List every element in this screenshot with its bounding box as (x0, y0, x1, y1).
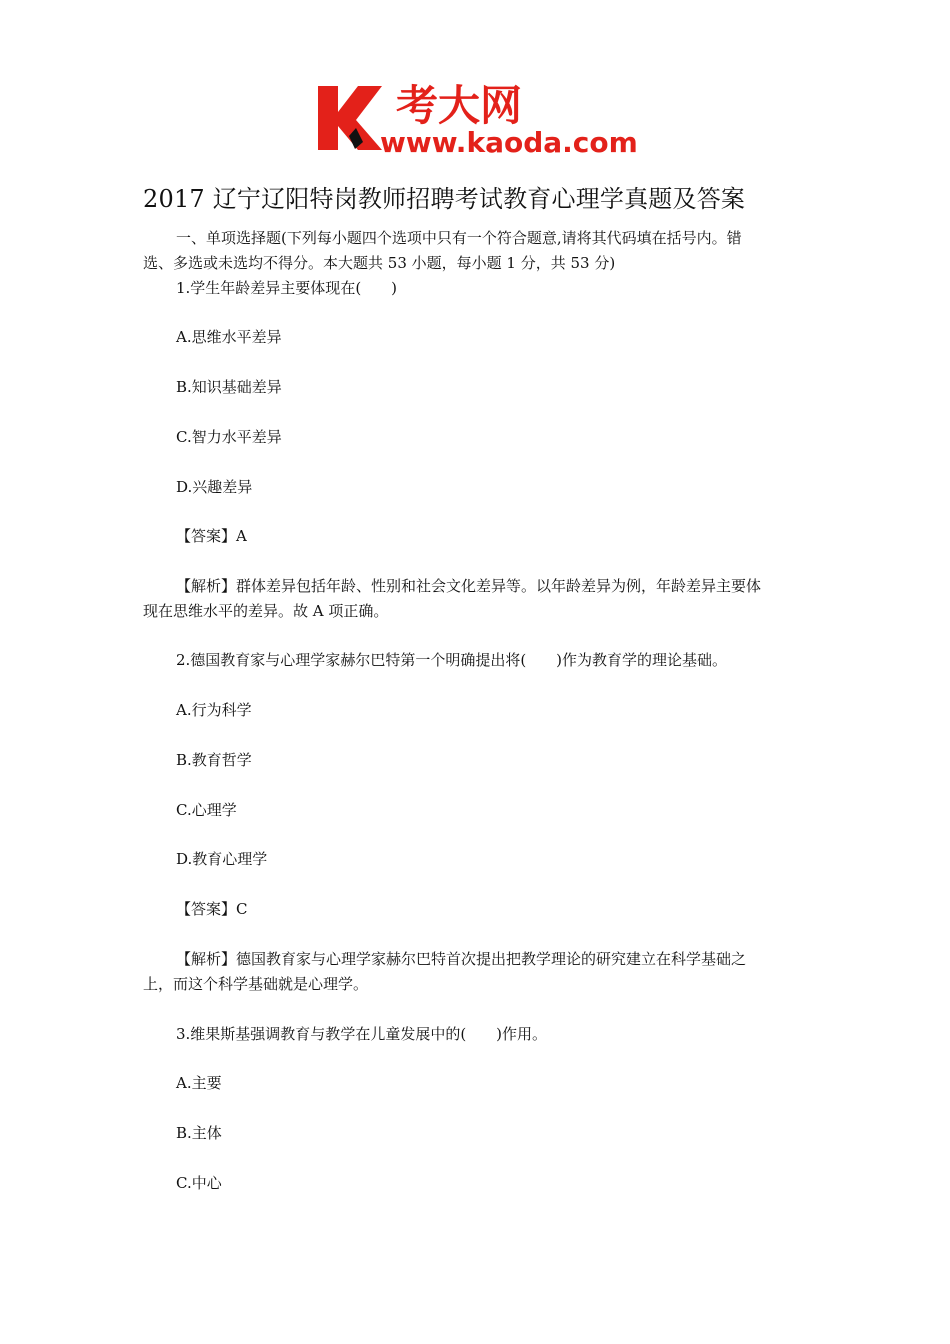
question-3-option-b: B.主体 (176, 1124, 222, 1142)
instructions-line-1: 一、单项选择题(下列每小题四个选项中只有一个符合题意,请将其代码填在括号内。错 (176, 229, 742, 247)
question-2-analysis-line-1: 【解析】德国教育家与心理学家赫尔巴特首次提出把教学理论的研究建立在科学基础之 (176, 950, 747, 968)
instructions-line-2: 选、多选或未选均不得分。本大题共 53 小题，每小题 1 分，共 53 分) (143, 254, 616, 272)
question-1-option-d: D.兴趣差异 (176, 478, 253, 496)
question-2-analysis-line-2: 上，而这个科学基础就是心理学。 (143, 975, 369, 993)
question-2-option-c: C.心理学 (176, 801, 237, 819)
logo-url: www.kaoda.com (380, 126, 638, 158)
question-1: 1.学生年龄差异主要体现在( ) (176, 279, 398, 297)
logo-title: 考大网 (396, 81, 523, 130)
question-1-option-a: A.思维水平差异 (176, 328, 282, 346)
question-2-answer: 【答案】C (176, 900, 248, 918)
site-logo (318, 78, 638, 158)
question-3-option-a: A.主要 (176, 1074, 222, 1092)
question-2-option-b: B.教育哲学 (176, 751, 252, 769)
question-1-option-c: C.智力水平差异 (176, 428, 282, 446)
document-title: 2017 辽宁辽阳特岗教师招聘考试教育心理学真题及答案 (143, 185, 746, 213)
kaoda-logo-icon (318, 78, 638, 158)
question-3: 3.维果斯基强调教育与教学在儿童发展中的( )作用。 (176, 1025, 548, 1043)
question-1-analysis-line-1: 【解析】群体差异包括年龄、性别和社会文化差异等。以年龄差异为例，年龄差异主要体 (176, 577, 762, 595)
question-2: 2.德国教育家与心理学家赫尔巴特第一个明确提出将( )作为教育学的理论基础。 (176, 651, 728, 669)
question-1-option-b: B.知识基础差异 (176, 378, 282, 396)
question-1-answer: 【答案】A (176, 527, 247, 545)
question-3-option-c: C.中心 (176, 1174, 222, 1192)
question-2-option-a: A.行为科学 (176, 701, 252, 719)
question-2-option-d: D.教育心理学 (176, 850, 268, 868)
question-1-analysis-line-2: 现在思维水平的差异。故 A 项正确。 (143, 602, 389, 620)
